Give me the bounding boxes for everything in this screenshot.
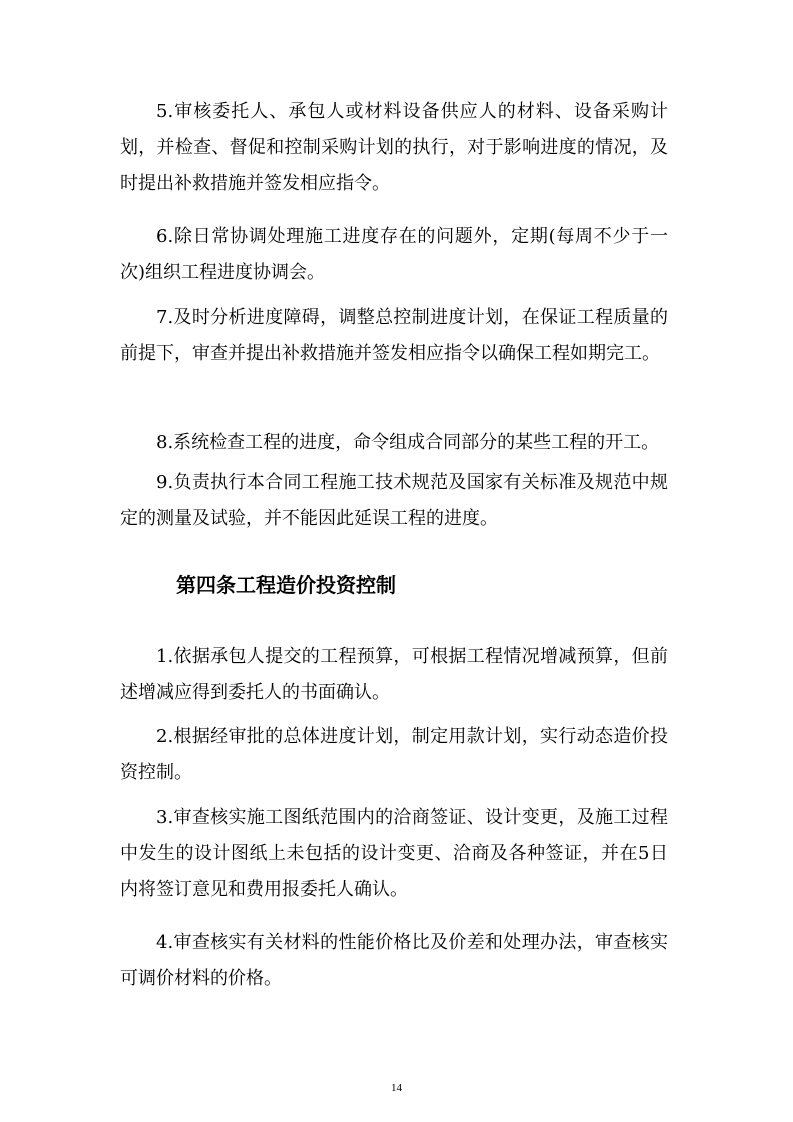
paragraph-item-3: 3.审查核实施工图纸范围内的洽商签证、设计变更，及施工过程中发生的设计图纸上未包括的设计变更、洽商及各种签证，并在5日内将签订意见和费用报委托人确认。 (120, 807, 668, 900)
paragraph-item-9: 9.负责执行本合同工程施工技术规范及国家有关标准及规范中规定的测量及试验，并不能因此延误工程的进度。 (120, 472, 668, 529)
paragraph-item-7: 7.及时分析进度障碍，调整总控制进度计划，在保证工程质量的前提下，审查并提出补救措施并签发相应指令以确保工程如期完工。 (120, 307, 668, 364)
paragraph-item-8: 8.系统检查工程的进度，命令组成合同部分的某些工程的开工。 (156, 432, 660, 453)
page-number: 14 (391, 1082, 402, 1094)
paragraph-item-4: 4.审查核实有关材料的性能价格比及价差和处理办法，审查核实可调价材料的价格。 (120, 932, 668, 989)
paragraph-item-6: 6.除日常协调处理施工进度存在的问题外，定期(每周不少于一次)组织工程进度协调会。 (120, 226, 668, 283)
paragraph-item-1: 1.依据承包人提交的工程预算，可根据工程情况增减预算，但前述增减应得到委托人的书面确认。 (120, 646, 668, 703)
section-heading: 第四条工程造价投资控制 (176, 573, 396, 597)
paragraph-item-2: 2.根据经审批的总体进度计划，制定用款计划，实行动态造价投资控制。 (120, 726, 668, 783)
paragraph-item-5: 5.审核委托人、承包人或材料设备供应人的材料、设备采购计划，并检查、督促和控制采购计划的执行，对于影响进度的情况，及时提出补救措施并签发相应指令。 (120, 101, 668, 194)
